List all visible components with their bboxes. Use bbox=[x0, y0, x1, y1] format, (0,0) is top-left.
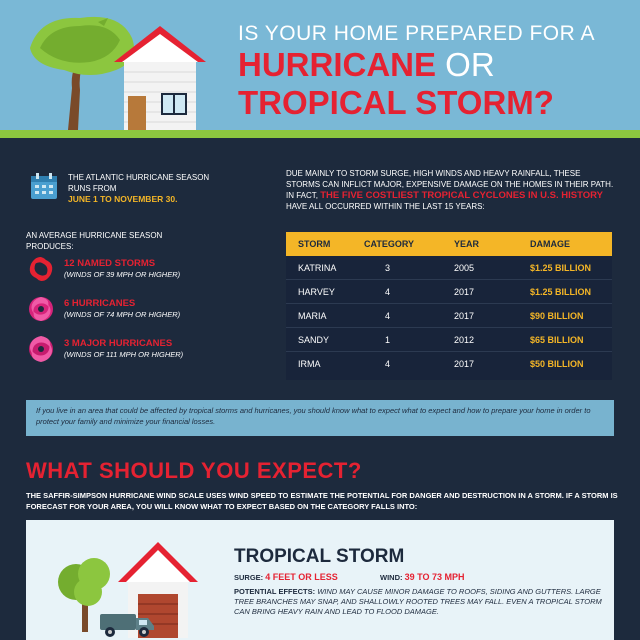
title-hurricane-line bbox=[238, 46, 495, 84]
stat-small-text: (WINDS OF 39 MPH OR HIGHER) bbox=[64, 270, 181, 279]
costliest-storms-table bbox=[286, 232, 612, 380]
cell-year: 2017 bbox=[454, 359, 475, 369]
cell-storm: HARVEY bbox=[298, 287, 335, 297]
cell-category: 4 bbox=[385, 311, 391, 321]
title-top-line: IS YOUR HOME PREPARED FOR A bbox=[238, 22, 595, 45]
prepare-info-box: If you live in an area that could be affected by tropical storms and hurricanes, you should know what to expect what to expect and how to prepare your home in order to protect your family and minimize your financial losses. bbox=[26, 400, 614, 436]
stat-small-text: (WINDS OF 74 MPH OR HIGHER) bbox=[64, 310, 181, 319]
cell-storm: MARIA bbox=[298, 311, 327, 321]
cell-year: 2017 bbox=[454, 311, 475, 321]
cell-category: 3 bbox=[385, 263, 391, 273]
table-header-damage: DAMAGE bbox=[530, 239, 570, 249]
calendar-icon bbox=[30, 172, 58, 200]
cell-damage: $90 BILLION bbox=[530, 311, 584, 321]
storm-icon bbox=[26, 254, 56, 284]
major-hurricane-icon bbox=[26, 334, 56, 364]
stat-big-text: 12 NAMED STORMS bbox=[64, 258, 156, 269]
stat-named-storms bbox=[26, 254, 236, 288]
stat-small-text: (WINDS OF 111 MPH OR HIGHER) bbox=[64, 350, 184, 359]
hurricane-icon bbox=[26, 294, 56, 324]
cell-damage: $1.25 BILLION bbox=[530, 263, 592, 273]
cell-category: 1 bbox=[385, 335, 391, 345]
table-row bbox=[286, 328, 612, 352]
title-tropical-storm-line: TROPICAL STORM? bbox=[238, 84, 554, 121]
stat-hurricanes bbox=[26, 294, 236, 328]
surge-label: SURGE: bbox=[234, 573, 264, 582]
cell-year: 2005 bbox=[454, 263, 475, 273]
title-hurricane-word: HURRICANE bbox=[238, 46, 436, 83]
header-banner bbox=[0, 0, 640, 138]
surge-value: 4 FEET OR LESS bbox=[265, 572, 338, 582]
table-header bbox=[286, 232, 612, 256]
wind-label: WIND: bbox=[380, 573, 403, 582]
cell-storm: KATRINA bbox=[298, 263, 337, 273]
average-season-label: AN AVERAGE HURRICANE SEASON PRODUCES: bbox=[26, 231, 163, 251]
effects-label: POTENTIAL EFFECTS: bbox=[234, 587, 316, 596]
cell-storm: SANDY bbox=[298, 335, 330, 345]
stat-big-text: 6 HURRICANES bbox=[64, 298, 136, 309]
intro-line2: HAVE ALL OCCURRED WITHIN THE LAST 15 YEARS: bbox=[286, 202, 485, 211]
grass-strip bbox=[0, 130, 640, 138]
tropical-storm-card bbox=[26, 520, 614, 640]
table-row bbox=[286, 304, 612, 328]
cell-category: 4 bbox=[385, 287, 391, 297]
cell-damage: $1.25 BILLION bbox=[530, 287, 592, 297]
table-row bbox=[286, 352, 612, 376]
cell-category: 4 bbox=[385, 359, 391, 369]
table-header-year: YEAR bbox=[454, 239, 480, 249]
cell-year: 2012 bbox=[454, 335, 475, 345]
stat-major-hurricanes bbox=[26, 334, 236, 368]
stat-big-text: 3 MAJOR HURRICANES bbox=[64, 338, 173, 349]
season-text-lead: THE ATLANTIC HURRICANE SEASON RUNS FROM bbox=[68, 173, 210, 193]
expect-heading: WHAT SHOULD YOU EXPECT? bbox=[26, 458, 362, 483]
intro-line1: DUE MAINLY TO STORM SURGE, HIGH WINDS AND HEAVY RAINFALL, THESE STORMS CAN INFLICT MAJOR, EXPENSIVE DAMAGE ON THE HOMES IN THEIR PATH. IN FACT, bbox=[286, 169, 614, 200]
effects-text: WIND MAY CAUSE MINOR DAMAGE TO ROOFS, SIDING AND GUTTERS. LARGE TREE BRANCHES MAY SNAP, AND SHALLOWLY ROOTED TREES MAY FALL. EVEN A TROPICAL STORM CAN BRING HEAVY RAIN AND LEAD TO FLOOD DAMAGE. bbox=[234, 587, 602, 616]
table-header-category: CATEGORY bbox=[364, 239, 415, 249]
cell-storm: IRMA bbox=[298, 359, 321, 369]
expect-description: THE SAFFIR-SIMPSON HURRICANE WIND SCALE USES WIND SPEED TO ESTIMATE THE POTENTIAL FOR DANGER AND DESTRUCTION IN A STORM. IF A STORM IS FORECAST FOR YOUR AREA, YOU WILL KNOW WHAT TO EXPECT BASED ON THE CATEGORY FALLS INTO: bbox=[26, 491, 618, 511]
card-surge bbox=[234, 572, 338, 582]
intro-highlight: THE FIVE COSTLIEST TROPICAL CYCLONES IN U.S. HISTORY bbox=[320, 190, 603, 201]
cell-year: 2017 bbox=[454, 287, 475, 297]
card-effects bbox=[234, 587, 604, 617]
house-in-wind-icon bbox=[20, 8, 210, 132]
table-header-storm: STORM bbox=[298, 239, 331, 249]
cell-damage: $65 BILLION bbox=[530, 335, 584, 345]
season-text bbox=[68, 172, 228, 205]
house-and-truck-icon bbox=[52, 534, 212, 640]
costliest-intro bbox=[286, 168, 616, 212]
card-wind bbox=[380, 572, 464, 582]
table-row bbox=[286, 280, 612, 304]
season-dates: JUNE 1 TO NOVEMBER 30. bbox=[68, 194, 178, 204]
wind-value: 39 TO 73 MPH bbox=[404, 572, 465, 582]
card-title: TROPICAL STORM bbox=[234, 546, 405, 567]
table-row bbox=[286, 256, 612, 280]
cell-damage: $50 BILLION bbox=[530, 359, 584, 369]
title-or-word: OR bbox=[445, 46, 495, 83]
